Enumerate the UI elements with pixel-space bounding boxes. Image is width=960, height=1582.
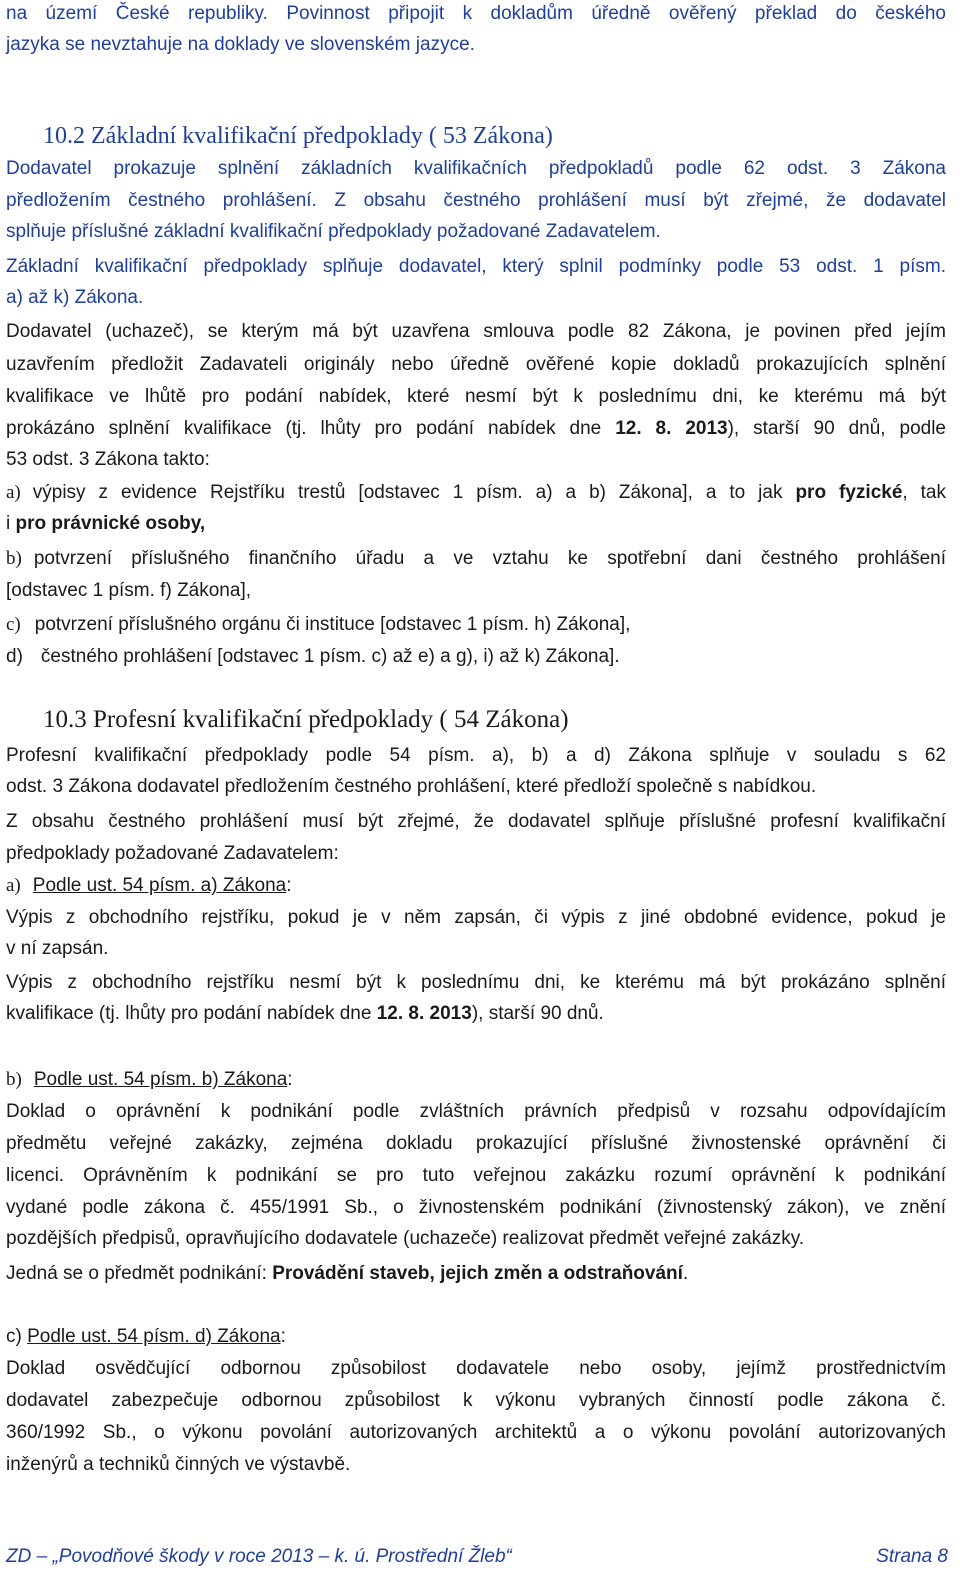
sec103-item-b-line-5: pozdějších předpisů, opravňujícího dodavatele (uchazeče) realizovat předmět veřejné zakázky. <box>6 1228 805 1249</box>
sec102-p1-line-3: splňuje příslušné základní kvalifikační předpoklady požadované Zadavatelem. <box>6 221 661 242</box>
sec103-item-c-line-2: dodavatel zabezpečuje odbornou způsobilost k výkonu vybraných činností podle zákona č. <box>6 1390 946 1411</box>
sec103-item-a-p2-line-2 <box>6 1002 604 1026</box>
sec103-item-c-line-1: Doklad osvědčující odbornou způsobilost dodavatele nebo osoby, jejímž prostřednictvím <box>6 1358 946 1379</box>
sec103-item-c-heading <box>6 1325 286 1349</box>
sec102-item-a-marker: a) <box>6 482 21 503</box>
sec102-p1-line-1: Dodavatel prokazuje splnění základních kvalifikačních předpokladů podle 62 odst. 3 Zákona <box>6 158 946 179</box>
sec102-item-b-line-1 <box>6 547 946 571</box>
sec103-item-a-p1-line-2: v ní zapsán. <box>6 938 109 959</box>
sec102-p2-line-2: a) až k) Zákona. <box>6 287 144 308</box>
sec103-item-b-subject <box>6 1262 688 1286</box>
sec102-p1-line-2a: předložením čestného prohlášení. <box>6 190 317 211</box>
sec102-item-d-marker: d) <box>6 646 23 667</box>
sec102-p2-line-1: Základní kvalifikační předpoklady splňuje dodavatel, který splnil podmínky podle 53 odst. 1 písm. <box>6 256 946 277</box>
section-10-2-heading: 10.2 Základní kvalifikační předpoklady ( 53 Zákona) <box>43 123 553 149</box>
sec102-p3-line-3: kvalifikace ve lhůtě pro podání nabídek, které nesmí být k poslednímu dni, ke kterému má být <box>6 386 946 407</box>
sec102-item-a-tail: , tak <box>902 482 946 503</box>
sec103-item-b-heading <box>6 1068 293 1092</box>
sec102-p1-line-2 <box>6 189 946 213</box>
sec103-item-c-line-4: inženýrů a techniků činných ve výstavbě. <box>6 1454 351 1475</box>
sec103-item-a-colon: : <box>286 875 292 896</box>
sec102-item-a-line-2b: pro právnické osoby, <box>15 513 206 534</box>
intro-line-1: na území České republiky. Povinnost připojit k dokladům úředně ověřený překlad do českého <box>6 3 946 24</box>
sec103-item-b-marker: b) <box>6 1069 22 1090</box>
sec103-p1-line-2: odst. 3 Zákona dodavatel předložením čestného prohlášení, které předloží společně s nabídkou. <box>6 776 817 797</box>
sec102-p3-line-4a: prokázáno splnění kvalifikace (tj. lhůty pro podání nabídek dne <box>6 418 616 439</box>
sec103-item-a-date: 12. 8. 2013 <box>376 1003 472 1024</box>
footer-page-number: Strana 8 <box>876 1546 948 1567</box>
sec102-item-c-marker: c) <box>6 614 21 635</box>
sec102-item-b-line-2: [odstavec 1 písm. f) Zákona], <box>6 580 251 601</box>
sec103-item-b-colon: : <box>287 1069 293 1090</box>
sec102-item-b-text: potvrzení příslušného finančního úřadu a ve vztahu ke spotřební dani čestného prohlášení <box>33 548 946 569</box>
sec102-item-c-line-1 <box>6 613 630 637</box>
sec103-item-b-title: Podle ust. 54 písm. b) Zákona <box>33 1069 288 1090</box>
sec102-item-a-line-1 <box>6 481 946 505</box>
sec102-item-a-line-2a: i <box>6 513 16 534</box>
sec102-p3-line-2: uzavřením předložit Zadavateli originály nebo úředně ověřené kopie dokladů prokazujících splnění <box>6 354 946 375</box>
sec103-p2-line-1: Z obsahu čestného prohlášení musí být zřejmé, že dodavatel splňuje příslušné profesní kvalifikační <box>6 811 946 832</box>
sec103-item-b-subject-end: . <box>682 1263 689 1284</box>
page-footer <box>6 1542 948 1572</box>
sec103-item-b-line-1: Doklad o oprávnění k podnikání podle zvláštních právních předpisů v rozsahu odpovídajícím <box>6 1101 946 1122</box>
sec102-p3-line-5: 53 odst. 3 Zákona takto: <box>6 449 210 470</box>
sec102-item-a-text: výpisy z evidence Rejstříku trestů [odstavec 1 písm. a) a b) Zákona], a to jak <box>32 482 796 503</box>
sec103-item-a-p2-line-2a: kvalifikace (tj. lhůty pro podání nabídek dne <box>6 1003 377 1024</box>
sec103-p2-line-2: předpoklady požadované Zadavatelem: <box>6 843 339 864</box>
sec103-item-a-heading <box>6 874 292 898</box>
sec103-item-b-line-2: předmětu veřejné zakázky, zejména dokladu prokazující příslušné živnostenské oprávnění či <box>6 1133 946 1154</box>
sec103-item-b-line-3: licenci. Oprávněním k podnikání se pro tuto veřejnou zakázku rozumí oprávnění k podnikání <box>6 1165 946 1186</box>
sec103-item-c-colon: : <box>280 1326 286 1347</box>
section-10-3-heading: 10.3 Profesní kvalifikační předpoklady ( 54 Zákona) <box>43 706 569 733</box>
sec103-item-a-p2-line-2c: ), starší 90 dnů. <box>471 1003 604 1024</box>
sec102-item-d-line-1 <box>6 645 620 669</box>
sec103-item-b-subject-label: Jedná se o předmět podnikání: <box>6 1263 273 1284</box>
sec103-item-a-p2-line-1: Výpis z obchodního rejstříku nesmí být k poslednímu dni, ke kterému má být prokázáno splnění <box>6 972 946 993</box>
sec103-item-c-line-3: 360/1992 Sb., o výkonu povolání autorizovaných architektů a o výkonu povolání autorizovaných <box>6 1422 946 1443</box>
sec103-item-a-p1-line-1: Výpis z obchodního rejstříku, pokud je v něm zapsán, či výpis z jiné obdobné evidence, pokud je <box>6 907 946 928</box>
sec102-item-c-text: potvrzení příslušného orgánu či instituce [odstavec 1 písm. h) Zákona], <box>34 614 631 635</box>
sec103-item-b-subject-value: Provádění staveb, jejich změn a odstraňování <box>272 1263 683 1284</box>
sec102-p1-line-2b: Z obsahu čestného prohlášení musí být zřejmé, že dodavatel <box>316 190 947 211</box>
sec103-item-c-marker: c) <box>6 1326 28 1347</box>
sec102-item-b-marker: b) <box>6 548 22 569</box>
sec102-item-a-line-2 <box>6 512 205 536</box>
sec102-item-d-text: čestného prohlášení [odstavec 1 písm. c) až e) a g), i) až k) Zákona]. <box>40 646 620 667</box>
sec103-item-b-line-4: vydané podle zákona č. 455/1991 Sb., o živnostenském podnikání (živnostenský zákon), ve znění <box>6 1197 946 1218</box>
sec102-p3-date: 12. 8. 2013 <box>615 418 728 439</box>
sec103-item-c-title: Podle ust. 54 písm. d) Zákona <box>27 1326 281 1347</box>
intro-line-2: jazyka se nevztahuje na doklady ve slovenském jazyce. <box>6 34 475 55</box>
sec102-p3-line-4c: ), starší 90 dnů, podle <box>727 418 946 439</box>
sec102-item-a-bold: pro fyzické <box>795 482 903 503</box>
sec102-p3-line-1: Dodavatel (uchazeč), se kterým má být uzavřena smlouva podle 82 Zákona, je povinen před jejím <box>6 321 946 342</box>
footer-document-title: ZD – „Povodňové škody v roce 2013 – k. ú. Prostřední Žleb“ <box>6 1546 512 1567</box>
sec103-p1-line-1: Profesní kvalifikační předpoklady podle 54 písm. a), b) a d) Zákona splňuje v souladu s 62 <box>6 745 946 766</box>
sec102-p3-line-4 <box>6 417 946 441</box>
sec103-item-a-marker: a) <box>6 875 21 896</box>
sec103-item-a-title: Podle ust. 54 písm. a) Zákona <box>32 875 287 896</box>
